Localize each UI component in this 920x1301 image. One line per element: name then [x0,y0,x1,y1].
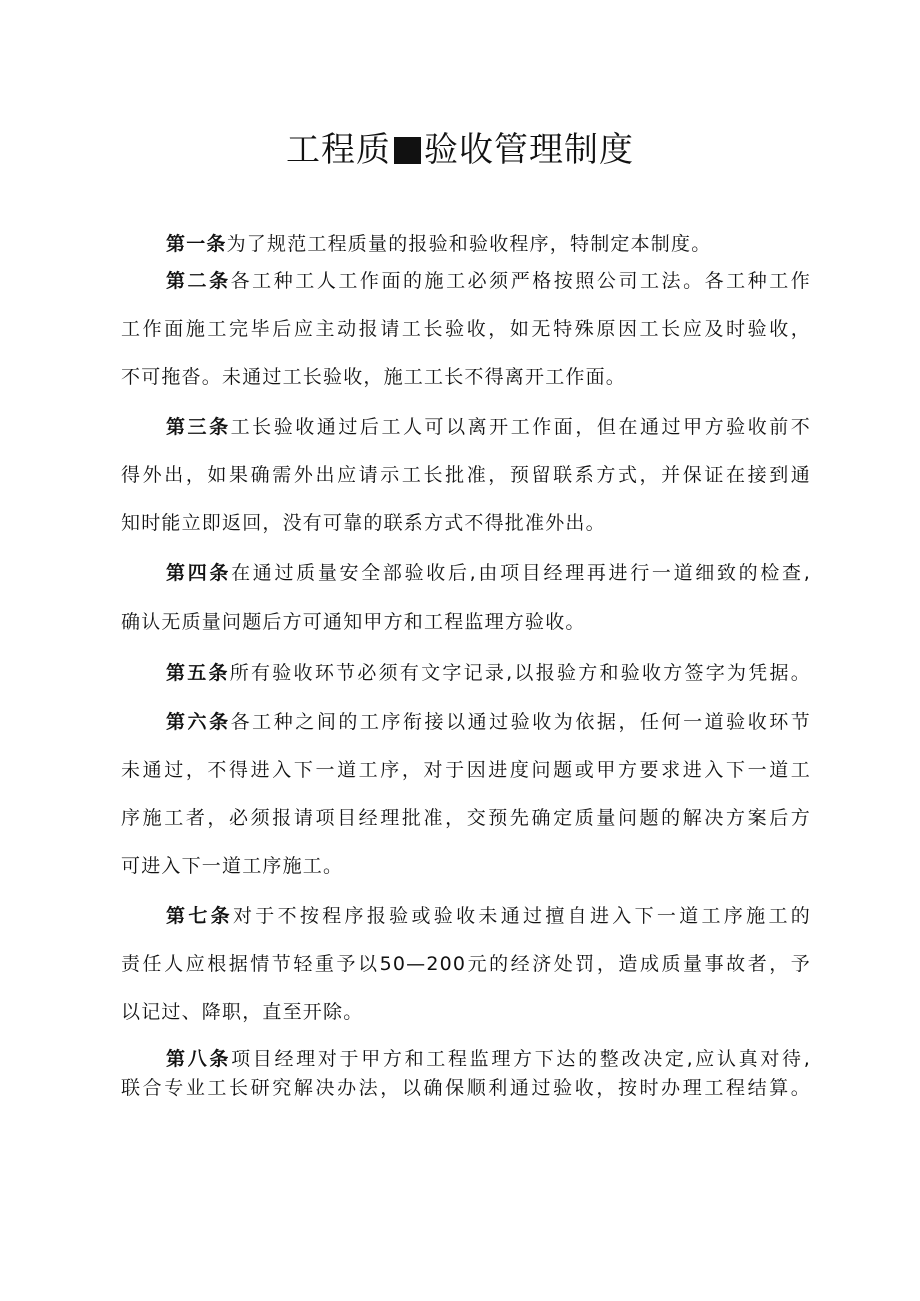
document-title [0,128,920,172]
article-7-line-3: 以记过、降职，直至开除。 [121,1001,364,1023]
article-6-line-2: 未通过，不得进入下一道工序，对于因进度问题或甲方要求进入下一道工 [121,759,811,781]
article-5-heading: 第五条 [166,662,230,684]
article-3-line-1: 工长验收通过后工人可以离开工作面，但在通过甲方验收前不 [230,416,811,438]
article-8-heading: 第八条 [166,1048,232,1070]
article-2-line-1: 各工种工人工作面的施工必须严格按照公司工法。各工种工作 [230,270,811,292]
article-4 [121,549,811,647]
article-5 [121,649,811,697]
article-2-line-3: 不可拖沓。未通过工长验收，施工工长不得离开工作面。 [121,366,627,388]
article-2 [121,257,811,401]
article-8 [121,1045,811,1103]
article-1-line-1: 为了规范工程质量的报验和验收程序，特制定本制度。 [226,233,712,255]
article-6-line-3: 序施工者，必须报请项目经理批准，交预先确定质量问题的解决方案后方 [121,807,811,829]
article-3-line-3: 知时能立即返回，没有可靠的联系方式不得批准外出。 [121,512,606,534]
article-1-heading: 第一条 [166,233,227,255]
article-6-heading: 第六条 [166,711,231,733]
article-7-line-2: 责任人应根据情节轻重予以50—200元的经济处罚，造成质量事故者，予 [121,953,811,975]
article-4-line-1: 在通过质量安全部验收后,由项目经理再进行一道细致的检查, [231,562,811,584]
article-4-line-2: 确认无质量问题后方可通知甲方和工程监理方验收。 [121,611,586,633]
article-3-heading: 第三条 [166,416,231,438]
article-3-line-2: 得外出，如果确需外出应请示工长批准，预留联系方式，并保证在接到通 [121,464,811,486]
article-3 [121,403,811,547]
article-4-heading: 第四条 [166,562,232,584]
article-7-heading: 第七条 [166,905,233,927]
article-5-line-1: 所有验收环节必须有文字记录,以报验方和验收方签字为凭据。 [229,662,811,684]
redaction-block [394,137,421,164]
title-part-2: 验收管理制度 [424,130,634,170]
article-7 [121,892,811,1036]
article-2-line-2: 工作面施工完毕后应主动报请工长验收，如无特殊原因工长应及时验收， [121,318,811,340]
article-2-heading: 第二条 [166,270,231,292]
article-6-line-4: 可进入下一道工序施工。 [121,855,344,877]
article-6 [121,698,811,890]
article-7-line-1: 对于不按程序报验或验收未通过擅自进入下一道工序施工的 [232,905,812,927]
article-6-line-1: 各工种之间的工序衔接以通过验收为依据，任何一道验收环节 [230,711,811,733]
title-part-1: 工程质 [286,130,391,170]
article-8-line-2: 联合专业工长研究解决办法，以确保顺利通过验收，按时办理工程结算。 [121,1077,811,1099]
article-8-line-1: 项目经理对于甲方和工程监理方下达的整改决定,应认真对待, [231,1048,811,1070]
